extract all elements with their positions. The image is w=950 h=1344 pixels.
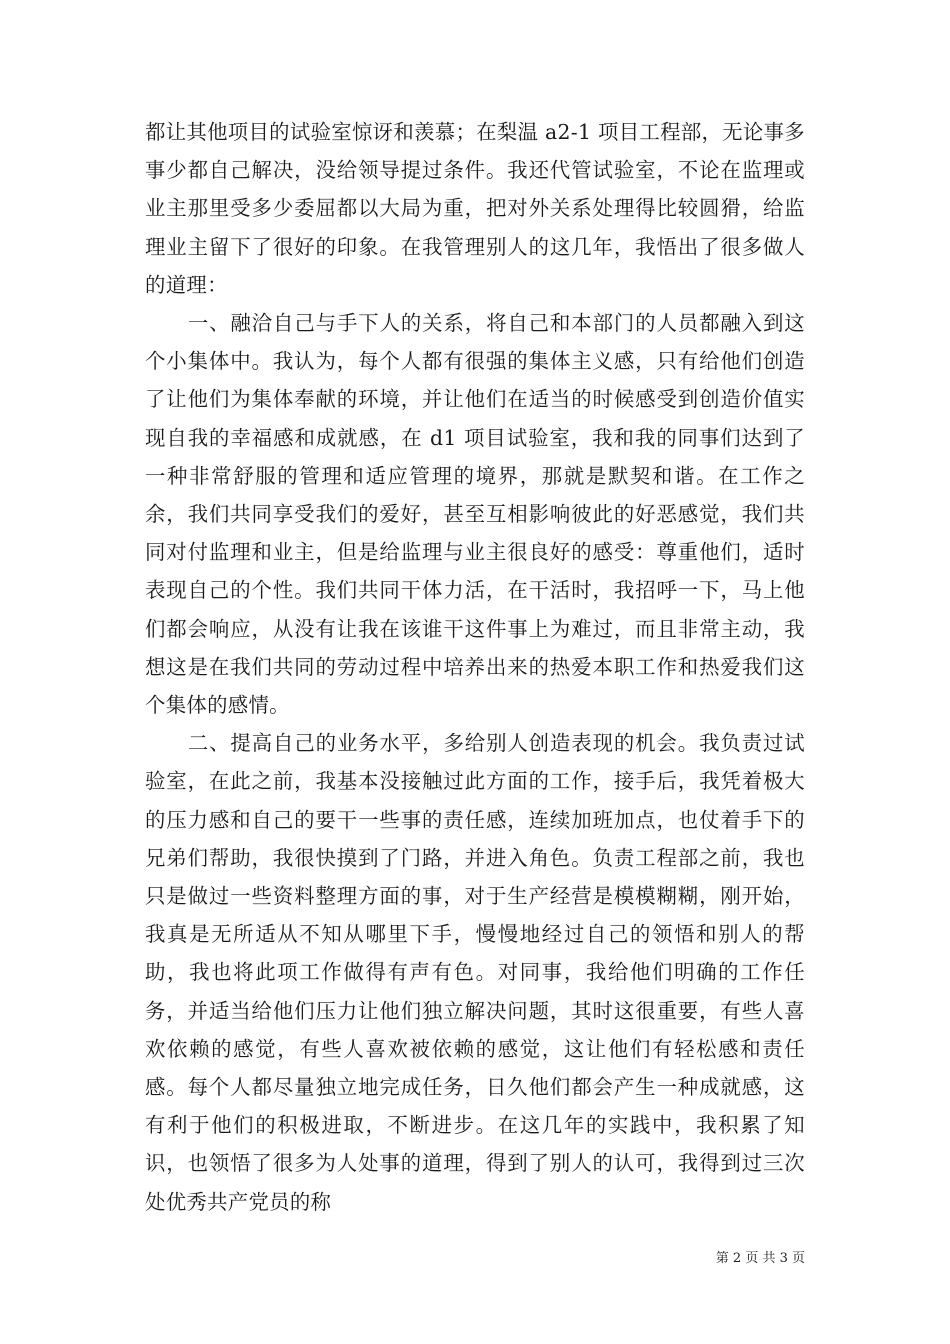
paragraph-point-two: 二、提高自己的业务水平，多给别人创造表现的机会。我负责过试验室，在此之前，我基本没接触过此方面的工作，接手后，我凭着极大的压力感和自己的要干一些事的责任感，连续加班加点，也仗着手下的兄弟们帮助，我很快摸到了门路，并进入角色。负责工程部之前，我也只是做过一些资料整理方面的事，对于生产经营是模模糊糊，刚开始，我真是无所适从不知从哪里下手，慢慢地经过自己的领悟和别人的帮助，我也将此项工作做得有声有色。对同事，我给他们明确的工作任务，并适当给他们压力让他们独立解决问题，其时这很重要，有些人喜欢依赖的感觉，有些人喜欢被依赖的感觉，这让他们有轻松感和责任感。每个人都尽量独立地完成任务，日久他们都会产生一种成就感，这有利于他们的积极进取，不断进步。在这几年的实践中，我积累了知识，也领悟了很多为人处事的道理，得到了别人的认可，我得到过三次处优秀共产党员的称 [145, 731, 805, 1214]
page-number-footer: 第 2 页 共 3 页 [715, 1251, 805, 1266]
paragraph-continuation: 都让其他项目的试验室惊讶和羡慕；在梨温 a2-1 项目工程部，无论事多事少都自己解决，没给领导提过条件。我还代管试验室，不论在监理或业主那里受多少委屈都以大局为重，把对外关系处理得比较圆猾，给监理业主留下了很好的印象。在我管理别人的这几年，我悟出了很多做人的道理： [145, 120, 805, 297]
paragraph-point-one: 一、融洽自己与手下人的关系，将自己和本部门的人员都融入到这个小集体中。我认为，每个人都有很强的集体主义感，只有给他们创造了让他们为集体奉献的环境，并让他们在适当的时候感受到创造价值实现自我的幸福感和成就感，在 d1 项目试验室，我和我的同事们达到了一种非常舒服的管理和适应管理的境界，那就是默契和谐。在工作之余，我们共同享受我们的爱好，甚至互相影响彼此的好恶感觉，我们共同对付监理和业主，但是给监理与业主很良好的感受：尊重他们，适时表现自己的个性。我们共同干体力活，在干活时，我招呼一下，马上他们都会响应，从没有让我在该谁干这件事上为难过，而且非常主动，我想这是在我们共同的劳动过程中培养出来的热爱本职工作和热爱我们这个集体的感情。 [145, 311, 805, 718]
document-body [145, 113, 805, 1221]
